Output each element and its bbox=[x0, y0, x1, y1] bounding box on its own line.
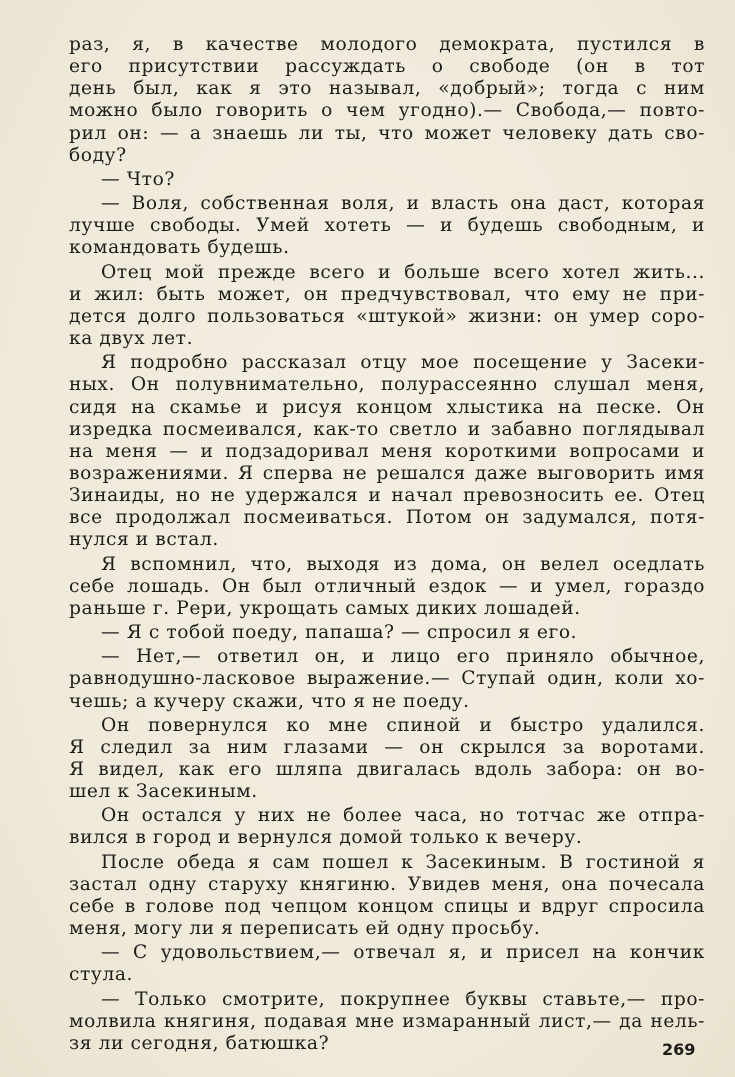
text-line: Я подробно рассказал отцу мое посещение у Засеки- bbox=[101, 352, 705, 374]
text-line: — Я с тобой поеду, папаша? — спросил я его. bbox=[101, 622, 578, 644]
page-number: 269 bbox=[662, 1040, 696, 1059]
paragraph bbox=[69, 169, 705, 191]
paragraph bbox=[69, 34, 705, 167]
text-line: застал одну старуху княгиню. Увидев меня, она почесала bbox=[69, 873, 705, 895]
text-line: ка двух лет. bbox=[69, 328, 194, 350]
text-line: можно было говорить о чем угодно).— Свобода,— повто- bbox=[69, 100, 705, 122]
text-line: возражениями. Я сперва не решался даже выговорить имя bbox=[69, 462, 705, 484]
text-line: — Нет,— ответил он, и лицо его приняло обычное, bbox=[101, 646, 705, 668]
paragraph bbox=[69, 193, 705, 259]
text-line: и жил: быть может, он предчувствовал, что ему не при- bbox=[69, 283, 705, 305]
text-line: себе в голове под чепцом концом спицы и вдруг спросила bbox=[69, 895, 705, 917]
text-line: нулся и встал. bbox=[69, 529, 219, 551]
text-line: день был, как я это называл, «добрый»; тогда с ним bbox=[69, 78, 705, 100]
text-line: Он повернулся ко мне спиной и быстро удалился. bbox=[101, 714, 705, 736]
paragraph bbox=[69, 352, 705, 551]
paragraph bbox=[69, 554, 705, 620]
text-line: его присутствии рассуждать о свободе (он в тот bbox=[69, 56, 705, 78]
text-line: равнодушно-ласковое выражение.— Ступай один, коли хо- bbox=[69, 668, 705, 690]
paragraph bbox=[69, 852, 705, 941]
text-line: Я следил за ним глазами — он скрылся за воротами. bbox=[69, 736, 705, 758]
paragraph bbox=[69, 715, 705, 804]
text-line: дется долго пользоваться «штукой» жизни: он умер соро- bbox=[69, 305, 705, 327]
paragraph bbox=[69, 805, 705, 849]
text-line: боду? bbox=[69, 144, 127, 166]
paragraph bbox=[69, 622, 705, 644]
text-line: молвила княгиня, подавая мне измаранный лист,— да нель- bbox=[69, 1010, 705, 1032]
paragraph bbox=[69, 262, 705, 351]
text-line: командовать будешь. bbox=[69, 237, 290, 259]
text-line: зя ли сегодня, батюшка? bbox=[69, 1032, 330, 1054]
text-line: на меня — и подзадоривал меня короткими вопросами и bbox=[69, 440, 705, 462]
page-text bbox=[69, 34, 705, 1057]
text-line: Я вспомнил, что, выходя из дома, он велел оседлать bbox=[101, 553, 705, 575]
text-line: Отец мой прежде всего и больше всего хотел жить... bbox=[101, 261, 705, 283]
text-line: — Что? bbox=[101, 168, 175, 190]
text-line: рил он: — а знаешь ли ты, что может человеку дать сво- bbox=[69, 122, 705, 144]
text-line: Зинаиды, но не удержался и начал превозносить ее. Отец bbox=[69, 485, 705, 507]
paragraph bbox=[69, 989, 705, 1055]
text-line: вился в город и вернулся домой только к вечеру. bbox=[69, 827, 583, 849]
text-line: себе лошадь. Он был отличный ездок — и умел, гораздо bbox=[69, 575, 705, 597]
text-line: изредка посмеивался, как-то светло и забавно поглядывал bbox=[69, 418, 705, 440]
text-line: чешь; а кучеру скажи, что я не поеду. bbox=[69, 690, 470, 712]
text-line: Он остался у них не более часа, но тотчас же отпра- bbox=[101, 805, 705, 827]
paragraph bbox=[69, 646, 705, 712]
text-line: шел к Засекиным. bbox=[69, 781, 258, 803]
text-line: все продолжал посмеиваться. Потом он задумался, потя- bbox=[69, 507, 705, 529]
text-line: ных. Он полувнимательно, полурассеянно слушал меня, bbox=[69, 374, 705, 396]
text-line: — Воля, собственная воля, и власть она даст, которая bbox=[101, 193, 705, 215]
paragraph bbox=[69, 942, 705, 986]
text-line: — С удовольствием,— отвечал я, и присел на кончик bbox=[101, 942, 705, 964]
text-line: лучше свободы. Умей хотеть — и будешь свободным, и bbox=[69, 215, 705, 237]
text-line: После обеда я сам пошел к Засекиным. В гостиной я bbox=[101, 851, 705, 873]
text-line: Я видел, как его шляпа двигалась вдоль забора: он во- bbox=[69, 759, 705, 780]
text-line: раз, я, в качестве молодого демократа, пустился в bbox=[69, 34, 705, 55]
text-line: меня, могу ли я переписать ей одну просьбу. bbox=[69, 918, 541, 940]
text-line: — Только смотрите, покрупнее буквы ставьте,— про- bbox=[101, 988, 705, 1010]
text-line: раньше г. Рери, укрощать самых диких лошадей. bbox=[69, 597, 581, 619]
text-line: сидя на скамье и рисуя концом хлыстика на песке. Он bbox=[69, 396, 705, 418]
text-line: стула. bbox=[69, 964, 134, 986]
